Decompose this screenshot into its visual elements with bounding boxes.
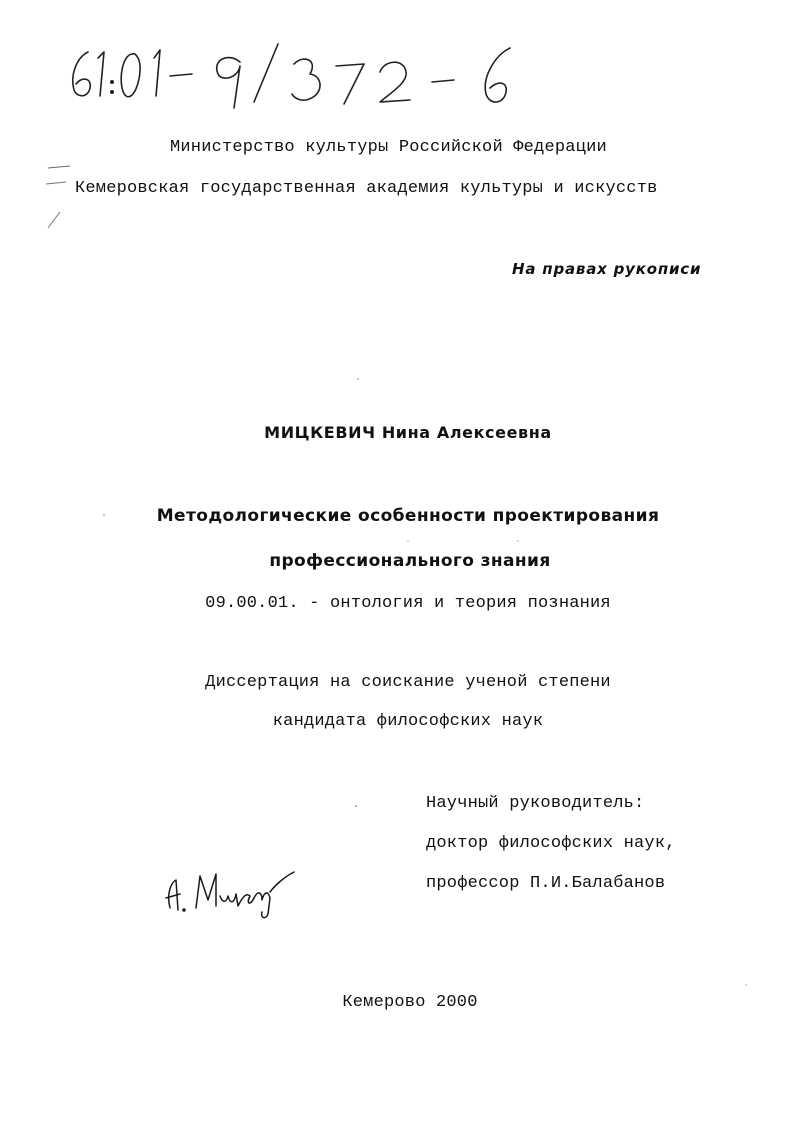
dissertation-purpose-line-2: кандидата философских наук: [272, 712, 544, 731]
supervisor-label: Научный руководитель:: [426, 794, 645, 813]
ministry-name: Министерство культуры Российской Федерации: [170, 138, 607, 157]
place-and-year: Кемерово 2000: [342, 993, 478, 1012]
supervisor-degree: доктор философских наук,: [426, 834, 676, 853]
supervisor-name: профессор П.И.Балабанов: [426, 874, 666, 893]
dissertation-purpose-line-1: Диссертация на соискание ученой степени: [205, 673, 611, 692]
specialty-code: 09.00.01. - онтология и теория познания: [205, 594, 611, 613]
dissertation-title-line-1: Методологические особенности проектирования: [156, 506, 660, 526]
academy-name: Кемеровская государственная академия культуры и искусств: [75, 179, 658, 198]
author-name: МИЦКЕВИЧ Нина Алексеевна: [264, 423, 552, 442]
dissertation-title-line-2: профессионального знания: [269, 551, 551, 571]
manuscript-rights: На правах рукописи: [512, 260, 702, 278]
